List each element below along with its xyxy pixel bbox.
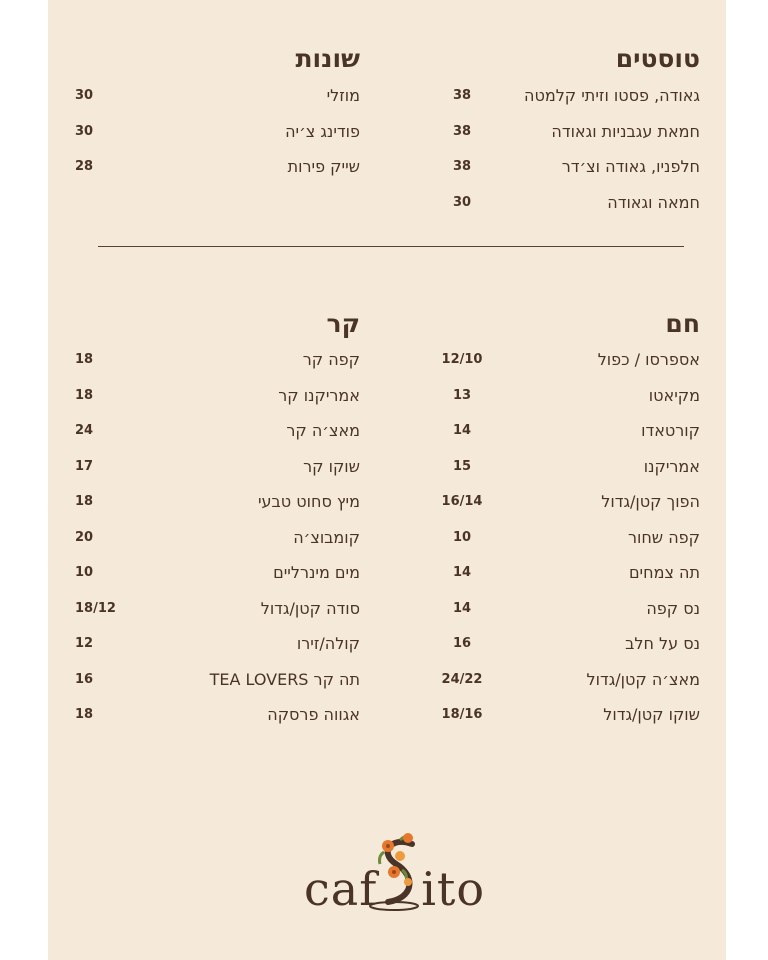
menu-item: [440, 491, 700, 527]
menu-item-price: 30: [75, 88, 94, 103]
menu-item: [75, 121, 360, 157]
menu-item-name: קולה/זירו: [296, 634, 360, 653]
menu-item-name: מאצ׳ה קר: [286, 421, 360, 440]
menu-page: [48, 0, 726, 960]
menu-item: [440, 420, 700, 456]
menu-item-name: מוזלי: [326, 86, 360, 105]
menu-item: [440, 562, 700, 598]
menu-item-price: 20: [75, 529, 94, 545]
toasts-heading: טוסטים: [615, 44, 700, 73]
logo-wordmark: [304, 864, 485, 914]
menu-item-name: חמאה וגאודה: [607, 192, 700, 212]
section-divider: [98, 246, 684, 247]
menu-item: [75, 491, 360, 527]
extras-section: [75, 44, 360, 192]
menu-item-price: 18: [75, 494, 94, 509]
menu-item: [440, 598, 700, 634]
menu-item-name: קפה קר: [302, 350, 360, 369]
menu-item-price: 18: [75, 707, 94, 722]
menu-item-name: תה קר TEA LOVERS: [209, 669, 360, 689]
menu-item-name: שייק פירות: [287, 157, 360, 176]
menu-item-price: 17: [75, 458, 94, 474]
hot-drinks-heading: חם: [665, 309, 700, 338]
menu-item-price: 24/22: [441, 671, 483, 687]
menu-item-price: 13: [452, 387, 472, 403]
menu-item-price: 10: [452, 529, 472, 545]
menu-item-price: 18: [75, 387, 94, 403]
menu-item-price: 30: [452, 194, 472, 210]
menu-item: [75, 704, 360, 740]
menu-item: [75, 349, 360, 385]
menu-item: [75, 562, 360, 598]
menu-item-name: קפה שחור: [627, 527, 700, 547]
hot-drinks-section: [440, 309, 700, 740]
menu-item-name: קומבוצ׳ה: [293, 527, 360, 547]
cold-drinks-section: [75, 309, 360, 740]
menu-item-price: 30: [75, 123, 94, 139]
menu-item-name: מים מינרליים: [273, 563, 360, 582]
menu-item: [75, 156, 360, 192]
menu-item-price: 18/12: [75, 600, 116, 616]
menu-item-price: 16/14: [441, 494, 483, 509]
menu-item-price: 14: [452, 565, 472, 580]
extras-heading: שונות: [295, 44, 360, 73]
menu-item-price: 28: [75, 159, 94, 174]
menu-item-name: נס על חלב: [625, 634, 700, 653]
menu-item-price: 38: [452, 123, 472, 139]
menu-item: [440, 156, 700, 192]
menu-item-name: שוקו קטן/גדול: [603, 705, 700, 724]
menu-item: [75, 385, 360, 421]
menu-item-name: מיץ סחוט טבעי: [257, 492, 360, 511]
menu-item-name: סודה קטן/גדול: [260, 598, 360, 618]
menu-item-price: 18/16: [441, 707, 483, 722]
menu-item-name: נס קפה: [646, 598, 700, 618]
menu-item-name: פודינג צ׳יה: [285, 121, 360, 141]
menu-item-price: 24: [75, 423, 94, 438]
menu-item: [440, 456, 700, 492]
menu-item: [75, 456, 360, 492]
toasts-section: [440, 44, 700, 227]
menu-item: [75, 85, 360, 121]
menu-item-name: אמריקנו: [643, 456, 700, 476]
menu-item-price: 18: [75, 352, 94, 367]
menu-item-name: מאצ׳ה קטן/גדול: [586, 669, 700, 689]
menu-item: [440, 85, 700, 121]
menu-item-name: אמריקנו קר: [278, 385, 360, 405]
logo-wordmark-prefix: caf: [304, 862, 378, 916]
menu-item-name: מקיאטו: [648, 385, 700, 405]
menu-item: [440, 704, 700, 740]
menu-item-name: קורטאדו: [641, 421, 700, 440]
menu-item-name: תה צמחים: [628, 563, 700, 582]
menu-item-name: גאודה, פסטו וזיתי קלמטה: [524, 86, 700, 105]
menu-item: [440, 192, 700, 228]
menu-item-name: אגווה פרסקה: [267, 705, 360, 724]
menu-item: [440, 121, 700, 157]
menu-item-name: אספרסו / כפול: [597, 350, 700, 369]
menu-item: [440, 385, 700, 421]
menu-item: [440, 633, 700, 669]
menu-item: [75, 598, 360, 634]
menu-item-price: 15: [452, 458, 472, 474]
menu-item-price: 14: [452, 423, 472, 438]
logo-wordmark-suffix: ito: [421, 862, 486, 916]
menu-item: [440, 349, 700, 385]
cold-drinks-heading: קר: [326, 309, 360, 338]
menu-item: [440, 669, 700, 705]
menu-item: [75, 633, 360, 669]
menu-item-price: 16: [75, 671, 94, 687]
menu-item-price: 10: [75, 565, 94, 580]
menu-item-name: הפוך קטן/גדול: [601, 492, 700, 511]
menu-item-name: שוקו קר: [303, 456, 360, 476]
menu-item-price: 14: [452, 600, 472, 616]
menu-item-price: 38: [452, 88, 472, 103]
menu-item-name: חלפניו, גאודה וצ׳דר: [561, 157, 700, 176]
menu-item-price: 38: [452, 159, 472, 174]
menu-item: [75, 420, 360, 456]
cafesito-logo: [304, 826, 484, 916]
menu-item-price: 12/10: [441, 352, 483, 367]
menu-item-price: 12: [75, 636, 94, 651]
menu-item-name: חמאת עגבניות וגאודה: [551, 121, 700, 141]
menu-item: [75, 669, 360, 705]
menu-item: [440, 527, 700, 563]
menu-item-price: 16: [452, 636, 472, 651]
menu-item: [75, 527, 360, 563]
